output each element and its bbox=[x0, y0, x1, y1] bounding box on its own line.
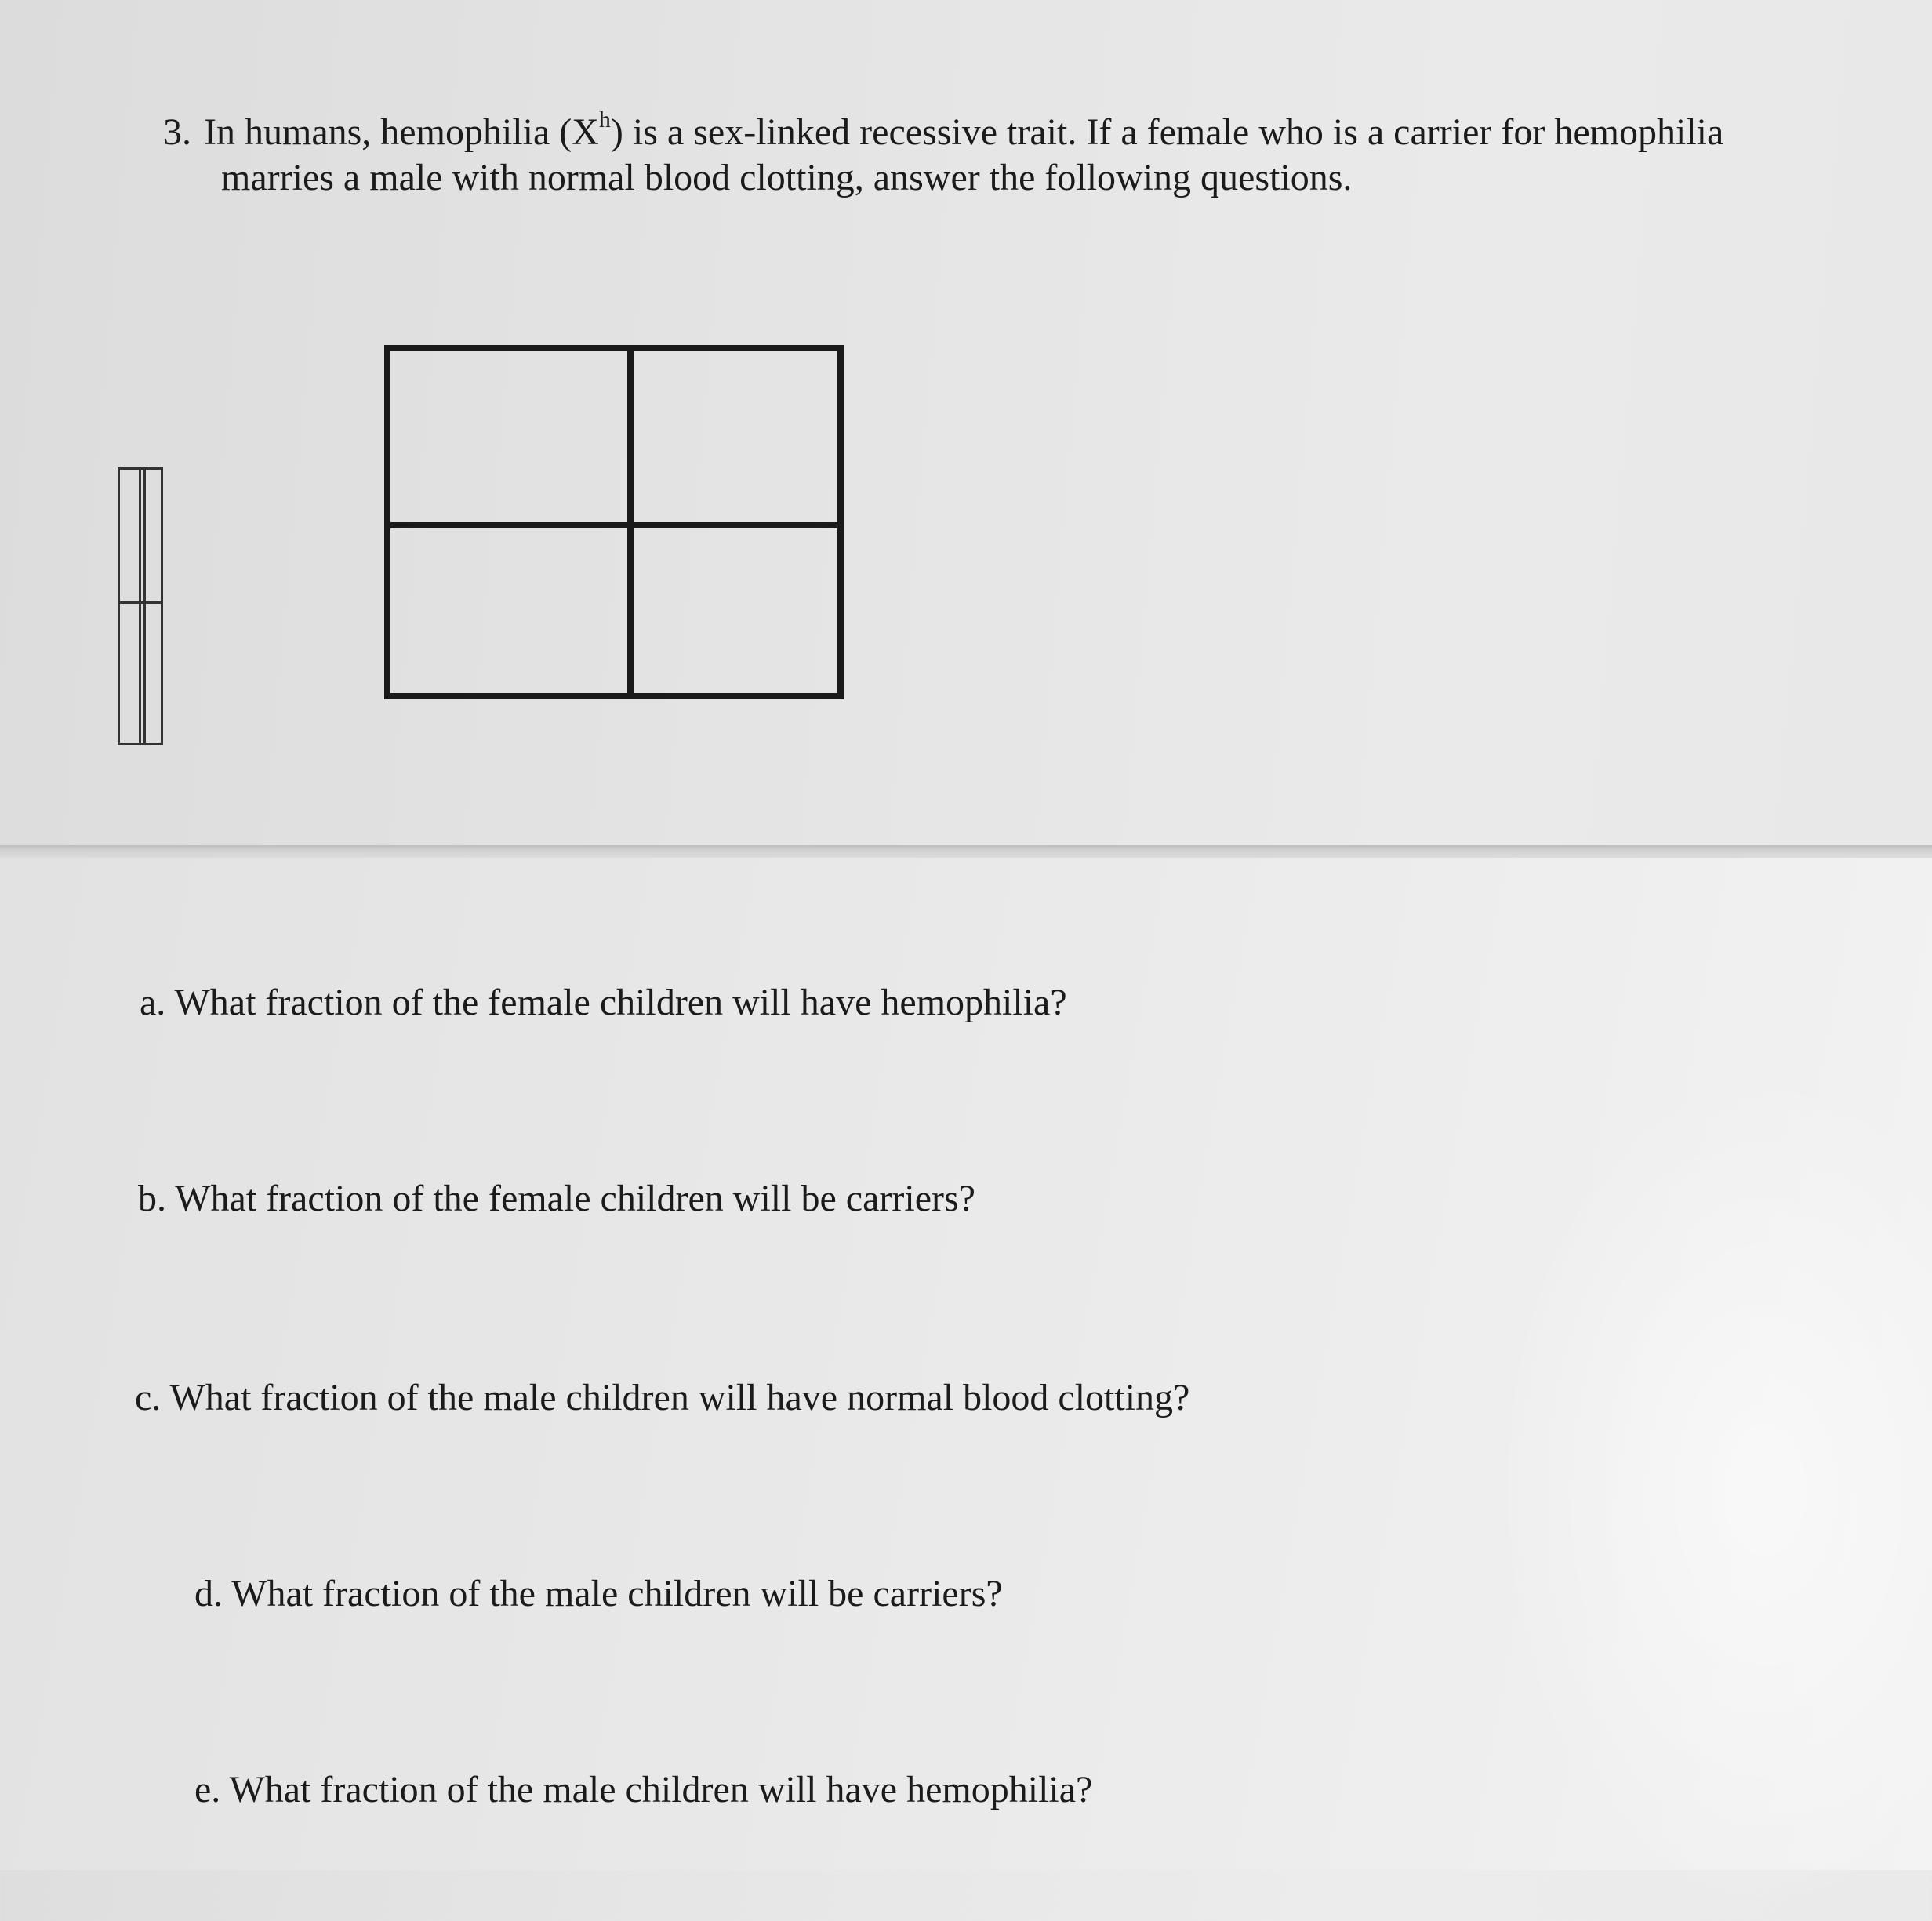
question-3 bbox=[163, 97, 1912, 201]
punnett-horizontal-divider bbox=[390, 522, 837, 528]
small-grid-box bbox=[118, 467, 163, 745]
page-divider bbox=[0, 845, 1932, 858]
subquestion-d bbox=[194, 1571, 1003, 1617]
subquestion-label: a. bbox=[140, 982, 166, 1023]
subquestion-c bbox=[135, 1375, 1189, 1421]
subquestion-text: What fraction of the male children will have hemophilia? bbox=[229, 1769, 1093, 1810]
subquestion-label: c. bbox=[135, 1377, 162, 1418]
subquestion-label: e. bbox=[194, 1769, 221, 1810]
subquestion-b bbox=[138, 1176, 975, 1222]
question-text-line2: marries a male with normal blood clotting, answer the following questions. bbox=[221, 157, 1353, 198]
subquestion-text: What fraction of the female children will have hemophilia? bbox=[174, 982, 1067, 1023]
allele-superscript: h bbox=[598, 107, 611, 133]
question-text-part1: In humans, hemophilia (X bbox=[204, 111, 599, 153]
question-text-part2: ) is a sex-linked recessive trait. If a female who is a carrier for hemophilia bbox=[610, 111, 1724, 153]
subquestion-label: d. bbox=[194, 1573, 223, 1614]
subquestion-text: What fraction of the male children will have normal blood clotting? bbox=[169, 1377, 1190, 1418]
small-grid-line bbox=[120, 601, 161, 604]
question-number: 3. bbox=[163, 111, 191, 153]
subquestion-text: What fraction of the male children will be carriers? bbox=[231, 1573, 1003, 1614]
small-grid-line bbox=[139, 470, 141, 743]
subquestion-label: b. bbox=[138, 1178, 166, 1219]
subquestion-a bbox=[140, 980, 1067, 1026]
punnett-square bbox=[384, 345, 844, 699]
small-grid-line bbox=[143, 470, 146, 743]
subquestion-e bbox=[194, 1767, 1092, 1813]
subquestion-text: What fraction of the female children will be carriers? bbox=[175, 1178, 975, 1219]
